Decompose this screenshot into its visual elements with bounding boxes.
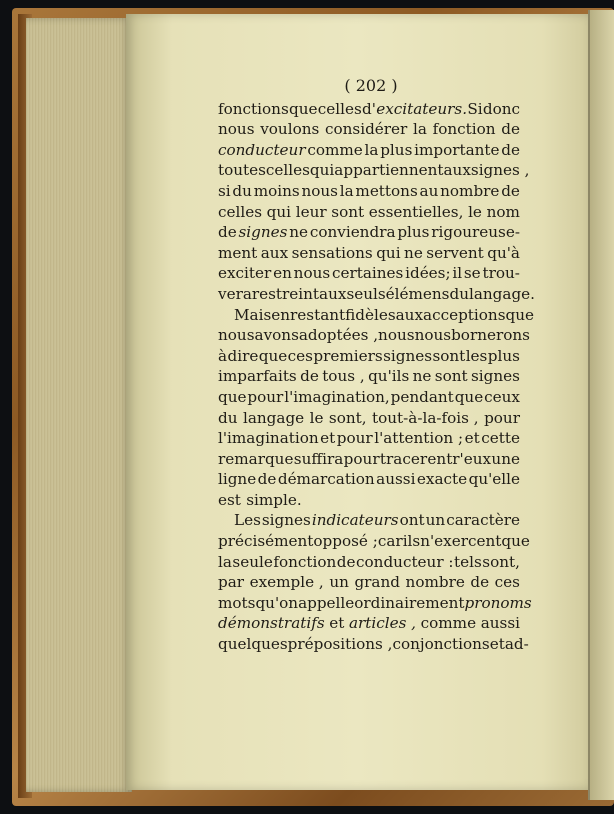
word: ne: [404, 243, 423, 262]
word: par: [218, 573, 245, 592]
word: nous: [301, 181, 338, 200]
word: du: [449, 284, 469, 303]
word: fonctions: [218, 99, 289, 118]
word: imparfaits: [218, 367, 297, 386]
word: idées;: [405, 264, 451, 283]
word: ordinairement: [354, 593, 465, 612]
word: donc: [482, 99, 520, 118]
word: adoptées ,: [298, 326, 379, 345]
text-line: [218, 243, 520, 264]
word: servent: [426, 243, 484, 262]
word: Mais: [234, 305, 272, 324]
word: ceux: [484, 387, 520, 406]
word: mettons: [355, 181, 418, 200]
word: vera: [218, 284, 252, 303]
word: pendant: [390, 387, 454, 406]
word: comme: [307, 140, 363, 159]
word: de: [470, 573, 490, 592]
word: aux: [443, 161, 471, 180]
word: langage.: [468, 284, 535, 303]
text-line: [218, 325, 530, 346]
word: qui: [266, 202, 292, 221]
word: articles ,: [348, 614, 417, 633]
word: nombre: [440, 181, 500, 200]
word: le: [468, 202, 482, 221]
word: prépositions ,: [287, 635, 393, 654]
word: et: [329, 614, 345, 633]
text-line: [218, 490, 520, 511]
word: fonction: [432, 120, 496, 139]
word: quelques: [218, 635, 288, 654]
word: pour: [343, 449, 380, 468]
word: restreint: [251, 284, 320, 303]
word: que: [218, 387, 247, 406]
text-line: [218, 99, 520, 120]
word: nous: [218, 326, 255, 345]
word: l'attention ;: [374, 429, 464, 448]
word: exciter: [218, 264, 272, 283]
word: suffira: [293, 449, 344, 468]
word: moins: [253, 181, 300, 200]
word: que: [501, 532, 530, 551]
word: appartiennent: [334, 161, 444, 180]
word: signes: [383, 346, 433, 365]
word: de: [336, 552, 356, 571]
word: nous: [293, 264, 331, 283]
word: caractère: [446, 511, 520, 530]
word: l'imagination: [218, 429, 319, 448]
word: si: [218, 181, 231, 200]
text-line: [218, 428, 520, 449]
word: aussi: [480, 614, 520, 633]
word: la: [412, 120, 427, 139]
word: tels: [454, 552, 482, 571]
word: opposé ;: [313, 532, 378, 551]
word: seuls: [346, 284, 386, 303]
word: la: [218, 552, 232, 571]
word: démonstratifs: [218, 614, 325, 633]
word: restant: [290, 305, 346, 324]
word: conducteur :: [356, 552, 454, 571]
word: conducteur: [218, 140, 306, 159]
word: tout-à-la-fois ,: [372, 408, 479, 427]
word: bornerons: [451, 326, 530, 345]
word: ment: [218, 243, 258, 262]
word: pour: [484, 408, 520, 427]
word: excitateurs.: [376, 99, 468, 118]
text-line: [218, 613, 520, 634]
word: nous: [218, 120, 255, 139]
text-line: [218, 263, 520, 284]
word: voulons: [260, 120, 320, 139]
word: qui: [376, 243, 401, 262]
word: la: [339, 181, 354, 200]
word: se: [463, 264, 481, 283]
text-lines: [218, 99, 535, 655]
word: nous: [414, 326, 452, 345]
word: nom: [486, 202, 520, 221]
word: aussi: [376, 470, 416, 489]
text-line: [218, 222, 520, 243]
word: que: [258, 346, 288, 365]
word: ne: [289, 223, 309, 242]
word: aux: [319, 284, 347, 303]
word: premiers: [313, 346, 383, 365]
word: sont,: [328, 408, 367, 427]
word: pronoms: [464, 593, 532, 612]
word: la: [364, 140, 379, 159]
word: que: [289, 99, 318, 118]
word: simple.: [246, 490, 302, 509]
word: cette: [481, 429, 520, 448]
word: ont: [399, 511, 425, 530]
word: car: [377, 532, 403, 551]
word: sont,: [482, 552, 520, 571]
word: qu'à: [487, 243, 520, 262]
word: sensations: [291, 243, 373, 262]
word: de: [501, 140, 520, 159]
word: de: [218, 223, 237, 242]
word: du: [218, 408, 238, 427]
text-line: [218, 119, 520, 140]
word: pour: [247, 387, 284, 406]
word: et: [320, 429, 336, 448]
word: fidèles: [345, 305, 396, 324]
word: un: [425, 511, 446, 530]
word: mots: [218, 593, 256, 612]
word: pour: [336, 429, 373, 448]
word: les: [465, 346, 488, 365]
word: indicateurs: [311, 511, 399, 530]
word: tous ,: [322, 367, 365, 386]
text-line: [218, 140, 520, 161]
word: Les: [234, 511, 261, 530]
page-text: [218, 76, 535, 655]
word: que: [454, 387, 484, 406]
text-line: [218, 160, 530, 181]
word: fonction: [273, 552, 337, 571]
word: leur: [295, 202, 327, 221]
text-line: [218, 366, 520, 387]
word: signes: [470, 367, 520, 386]
word: qu'on: [255, 593, 299, 612]
word: en: [273, 264, 292, 283]
word: tracer: [379, 449, 428, 468]
word: exacte: [416, 470, 468, 489]
word: signes: [238, 223, 288, 242]
word: et: [489, 635, 505, 654]
word: ces: [287, 346, 313, 365]
word: de: [257, 470, 277, 489]
text-line: [218, 510, 520, 531]
text-line: [218, 181, 520, 202]
text-line: [218, 305, 534, 326]
word: aux: [395, 305, 424, 324]
text-line: [218, 552, 520, 573]
word: appelle: [298, 593, 355, 612]
text-line: [218, 346, 520, 367]
word: de: [501, 120, 520, 139]
word: et: [464, 429, 480, 448]
text-line: [218, 634, 529, 655]
word: le: [309, 408, 324, 427]
word: une: [491, 449, 520, 468]
word: nombre: [405, 573, 465, 592]
word: ils: [402, 532, 421, 551]
word: remarque: [218, 449, 294, 468]
word: entr'eux: [427, 449, 492, 468]
word: trou-: [482, 264, 520, 283]
word: celles: [265, 161, 310, 180]
word: l'imagination,: [284, 387, 390, 406]
word: grand: [354, 573, 400, 592]
text-line: [218, 531, 530, 552]
word: précisément: [218, 532, 314, 551]
page-edges: [26, 18, 132, 792]
word: ligne: [218, 470, 257, 489]
word: sont: [432, 346, 466, 365]
word: rigoureuse-: [431, 223, 520, 242]
word: exemple ,: [249, 573, 324, 592]
text-line: [218, 284, 535, 305]
word: que: [505, 305, 534, 324]
word: démarcation: [277, 470, 375, 489]
word: seule: [232, 552, 273, 571]
text-line: [218, 387, 520, 408]
word: considérer: [324, 120, 408, 139]
word: celles: [218, 202, 262, 221]
word: aux: [260, 243, 289, 262]
word: qu'ils: [368, 367, 410, 386]
word: qui: [309, 161, 335, 180]
word: avons: [254, 326, 299, 345]
word: de: [501, 181, 520, 200]
word: ne: [412, 367, 432, 386]
word: d': [362, 99, 376, 118]
word: plus: [397, 223, 430, 242]
word: comme: [420, 614, 477, 633]
word: dire: [227, 346, 259, 365]
word: à: [218, 346, 228, 365]
text-line: [218, 408, 520, 429]
word: plus: [487, 346, 520, 365]
word: signes ,: [470, 161, 530, 180]
text-line: [218, 572, 520, 593]
word: sont: [331, 202, 365, 221]
text-line: [218, 593, 532, 614]
word: élémens: [385, 284, 450, 303]
word: en: [271, 305, 291, 324]
word: importante: [414, 140, 500, 159]
word: acceptions: [423, 305, 506, 324]
word: conviendra: [309, 223, 396, 242]
text-line: [218, 469, 520, 490]
word: il: [452, 264, 463, 283]
word: n'exercent: [420, 532, 502, 551]
page-number: ( 202 ): [344, 76, 398, 95]
word: est: [218, 490, 241, 509]
word: certaines: [331, 264, 404, 283]
word: sont: [434, 367, 468, 386]
word: de: [300, 367, 319, 386]
word: ad-: [504, 635, 529, 654]
text-line: [218, 449, 520, 470]
word: langage: [242, 408, 305, 427]
word: Si: [467, 99, 483, 118]
word: au: [419, 181, 439, 200]
word: ces: [494, 573, 520, 592]
word: toutes: [218, 161, 266, 180]
word: du: [232, 181, 252, 200]
word: un: [329, 573, 349, 592]
word: conjonctions: [392, 635, 490, 654]
word: essentielles,: [368, 202, 464, 221]
word: plus: [380, 140, 413, 159]
text-line: [218, 202, 520, 223]
word: celles: [317, 99, 362, 118]
word: nous: [378, 326, 415, 345]
facing-page-edge: [588, 10, 614, 800]
word: qu'elle: [468, 470, 520, 489]
word: signes: [261, 511, 311, 530]
